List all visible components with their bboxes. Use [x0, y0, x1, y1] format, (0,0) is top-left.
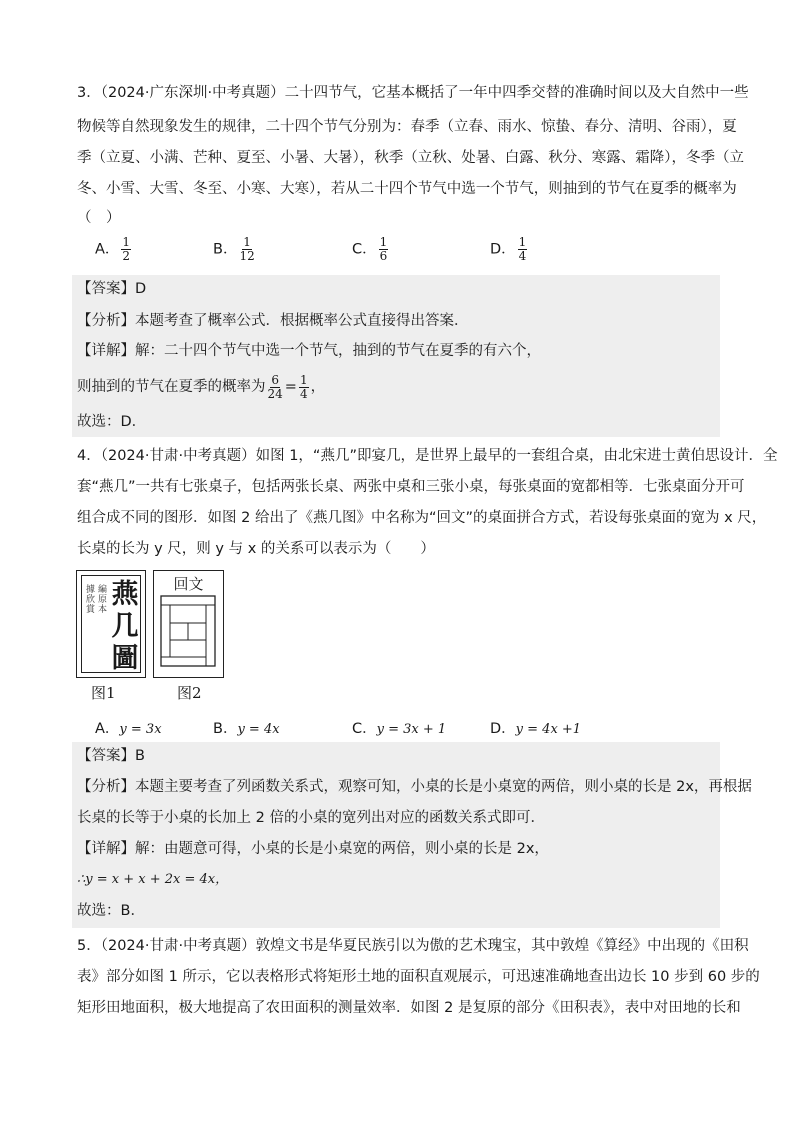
figure-1-side-text-2: 編原本	[98, 585, 108, 615]
q4-analysis-1: 【分析】本题主要考查了列函数关系式，观察可知，小桌的长是小桌宽的两倍，则小桌的长是 2x，再根据	[77, 779, 752, 795]
q3-line-5: （ ）	[77, 210, 121, 226]
q3-choice: 故选：D．	[77, 414, 147, 430]
q4-answer-block	[72, 742, 752, 928]
option-fraction: $\frac{1}{2}$	[122, 235, 131, 263]
q4-line-1: 4．（2024·甘肃·中考真题）如图 1，“燕几”即宴几，是世界上最早的一套组合桌，由北宋进士黄伯思设计．全	[77, 448, 778, 464]
option-label: D．	[490, 241, 516, 258]
q3-line-2: 物候等自然现象发生的规律，二十四个节气分别为：春季（立春、雨水、惊蛰、春分、清明、谷雨），夏	[77, 119, 737, 135]
figure-1	[76, 570, 146, 678]
figure-2	[153, 570, 224, 678]
option-fraction: $\frac{1}{6}$	[379, 235, 388, 263]
q3-option-c	[352, 236, 390, 263]
q3-line-1: 3．（2024·广东深圳·中考真题）二十四节气，它基本概括了一年中四季交替的准确时间以及大自然中一些	[77, 85, 749, 101]
q5-line-2: 表》部分如图 1 所示，它以表格形式将矩形土地的面积直观展示，可迅速准确地查出边长 10 步到 60 步的	[77, 969, 760, 985]
q3-line-3: 季（立夏、小满、芒种、夏至、小暑、大暑），秋季（立秋、处暑、白露、秋分、寒露、霜降），冬季（立	[77, 150, 744, 166]
q3-detail-1: 【详解】解：二十四个节气中选一个节气，抽到的节气在夏季的有六个，	[77, 343, 541, 359]
q4-line-2: 套“燕几”一共有七张桌子，包括两张长桌、两张中桌和三张小桌，每张桌面的宽都相等．七张桌面分开可	[77, 479, 745, 495]
q4-line-3: 组合成不同的图形．如图 2 给出了《燕几图》中名称为“回文”的桌面拼合方式，若设每张桌面的宽为 x 尺，	[77, 510, 767, 526]
option-label: A．	[95, 241, 120, 258]
option-label: C．	[352, 241, 377, 258]
q4-choice: 故选：B．	[77, 903, 145, 919]
figure-1-side-text-1: 據欣賞	[86, 585, 96, 615]
q4-option-d: D．y = 4x +1	[490, 721, 582, 737]
q4-detail-1: 【详解】解：由题意可得，小桌的长是小桌宽的两倍，则小桌的长是 2x，	[77, 841, 549, 857]
q4-line-4: 长桌的长为 y 尺，则 y 与 x 的关系可以表示为（ ）	[77, 541, 435, 557]
q4-option-a: A．y = 3x	[95, 721, 162, 737]
figure-2-title: 回文	[173, 575, 204, 593]
q4-detail-2: ∴y = x + x + 2x = 4x，	[77, 872, 229, 887]
q5-line-1: 5．（2024·甘肃·中考真题）敦煌文书是华夏民族引以为傲的艺术瑰宝，其中敦煌《算经》中出现的《田积	[77, 938, 749, 954]
option-fraction: $\frac{1}{12}$	[239, 235, 255, 263]
q4-option-c: C．y = 3x + 1	[352, 721, 447, 737]
figure-2-caption: 图2	[177, 684, 202, 702]
q4-option-b: B．y = 4x	[213, 721, 280, 737]
figure-1-title-chars: 燕 几 圖	[111, 579, 139, 674]
huiwen-table-diagram	[160, 595, 216, 667]
q4-answer: 【答案】B	[77, 748, 145, 764]
q3-answer: 【答案】D	[77, 281, 147, 297]
q5-line-3: 矩形田地面积，极大地提高了农田面积的测量效率．如图 2 是复原的部分《田积表》，表中对田地的长和	[77, 1000, 741, 1016]
q3-option-d	[490, 236, 529, 263]
q3-detail-2: 则抽到的节气在夏季的概率为 $\frac{6}{24}$ = $\frac{1}{4}$ ，	[77, 372, 326, 401]
q3-answer-block	[72, 275, 720, 437]
figure-1-caption: 图1	[91, 684, 116, 702]
q3-option-a	[95, 236, 133, 263]
q3-line-4: 冬、小雪、大雪、冬至、小寒、大寒），若从二十四个节气中选一个节气，则抽到的节气在夏季的概率为	[77, 181, 737, 197]
option-fraction: $\frac{1}{4}$	[518, 235, 527, 263]
q3-option-b	[213, 236, 257, 263]
q3-analysis: 【分析】本题考查了概率公式．根据概率公式直接得出答案．	[77, 313, 469, 329]
option-label: B．	[213, 241, 238, 258]
q4-analysis-2: 长桌的长等于小桌的长加上 2 倍的小桌的宽列出对应的函数关系式即可．	[77, 810, 545, 826]
